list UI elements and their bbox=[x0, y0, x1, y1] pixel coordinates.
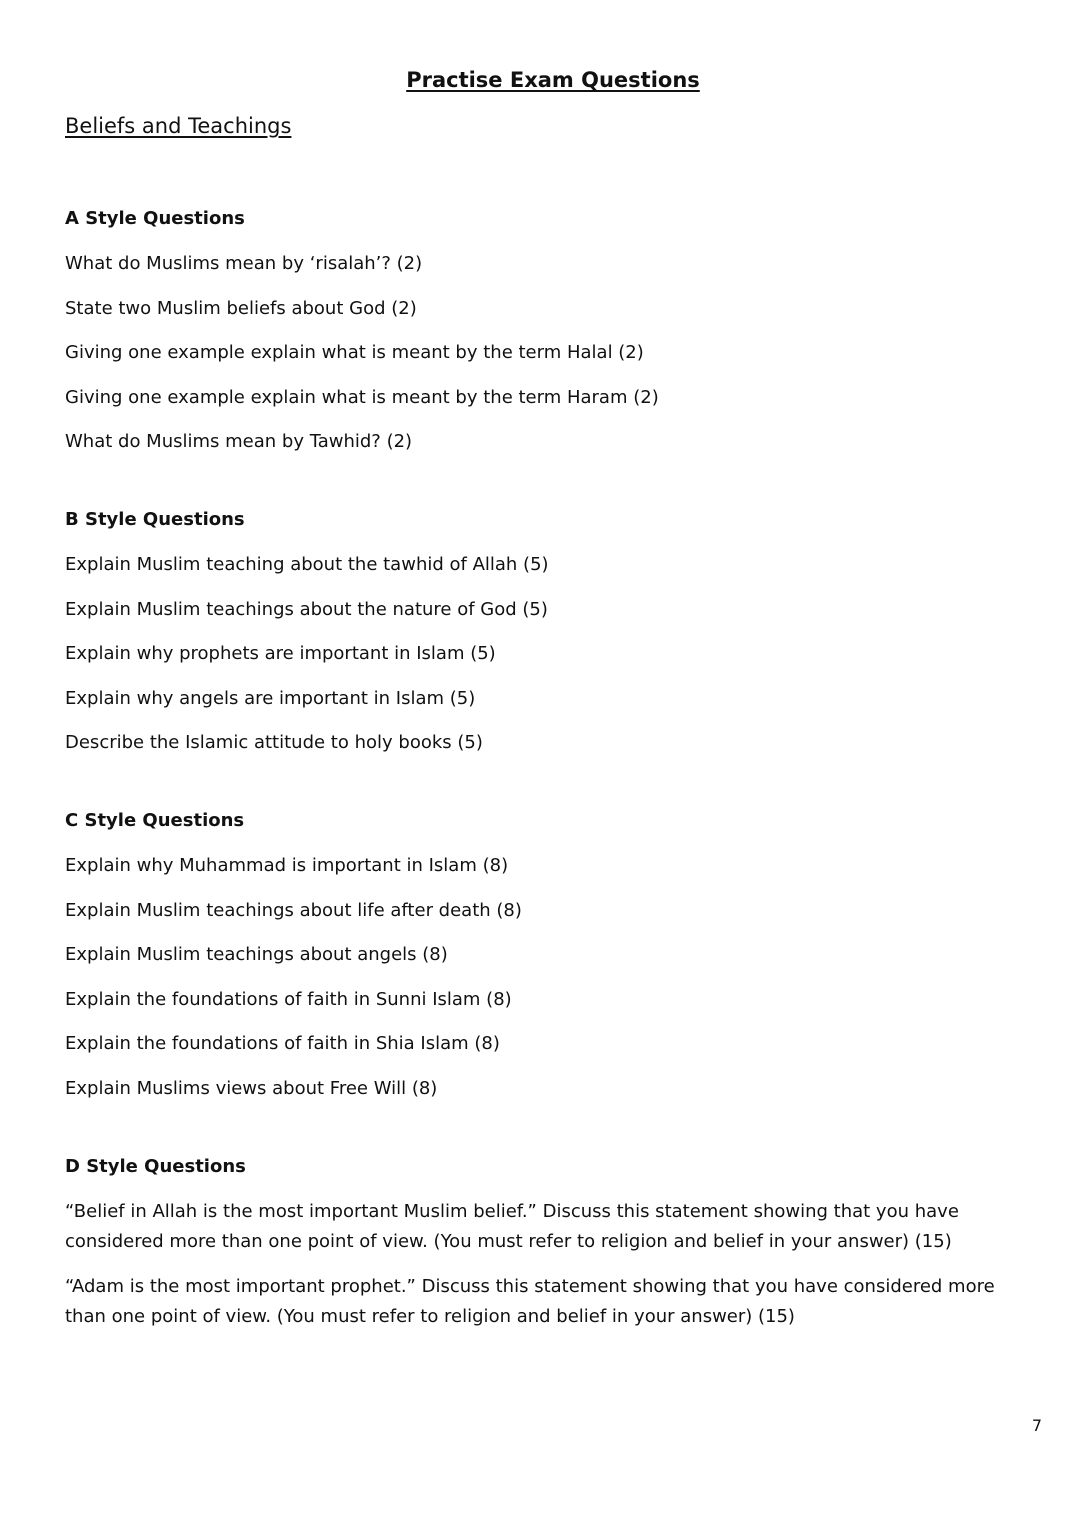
question-item: Giving one example explain what is meant by the term Haram (2) bbox=[65, 386, 659, 408]
a-style-group bbox=[65, 206, 1025, 455]
question-item: State two Muslim beliefs about God (2) bbox=[65, 297, 417, 319]
section-heading: Beliefs and Teachings bbox=[65, 114, 292, 138]
group-heading: D Style Questions bbox=[65, 1155, 246, 1177]
question-item: Explain Muslims views about Free Will (8) bbox=[65, 1077, 438, 1099]
question-item: Explain the foundations of faith in Sunni Islam (8) bbox=[65, 988, 512, 1010]
question-item: What do Muslims mean by Tawhid? (2) bbox=[65, 431, 413, 452]
question-item: Explain the foundations of faith in Shia Islam (8) bbox=[65, 1033, 500, 1054]
b-style-group bbox=[65, 507, 1025, 756]
question-item: What do Muslims mean by ‘risalah’? (2) bbox=[65, 253, 423, 274]
page-title: Practise Exam Questions bbox=[406, 68, 700, 92]
question-item: Explain why Muhammad is important in Islam (8) bbox=[65, 855, 509, 876]
essay-question: “Belief in Allah is the most important Muslim belief.” Discuss this statement showing that you have considered more than one point of view. (You must refer to religion and belief in your answer) (15) bbox=[65, 1200, 959, 1252]
group-heading: A Style Questions bbox=[65, 208, 245, 229]
question-item: Describe the Islamic attitude to holy books (5) bbox=[65, 732, 483, 753]
questions-content bbox=[65, 206, 1025, 1384]
question-item: Explain Muslim teachings about life after death (8) bbox=[65, 899, 522, 921]
group-heading: C Style Questions bbox=[65, 810, 245, 831]
question-item: Explain why prophets are important in Islam (5) bbox=[65, 643, 496, 664]
c-style-group bbox=[65, 808, 1025, 1102]
question-item: Explain Muslim teachings about angels (8) bbox=[65, 944, 448, 965]
question-item: Explain Muslim teaching about the tawhid of Allah (5) bbox=[65, 554, 549, 575]
d-style-group bbox=[65, 1154, 1025, 1332]
page-number: 7 bbox=[1031, 1416, 1042, 1435]
essay-question: “Adam is the most important prophet.” Discuss this statement showing that you have considered more than one point of view. (You must refer to religion and belief in your answer) (15) bbox=[65, 1275, 995, 1327]
question-item: Explain Muslim teachings about the nature of God (5) bbox=[65, 598, 548, 620]
group-heading: B Style Questions bbox=[65, 509, 245, 530]
question-item: Giving one example explain what is meant by the term Halal (2) bbox=[65, 342, 644, 363]
question-item: Explain why angels are important in Islam (5) bbox=[65, 687, 476, 709]
